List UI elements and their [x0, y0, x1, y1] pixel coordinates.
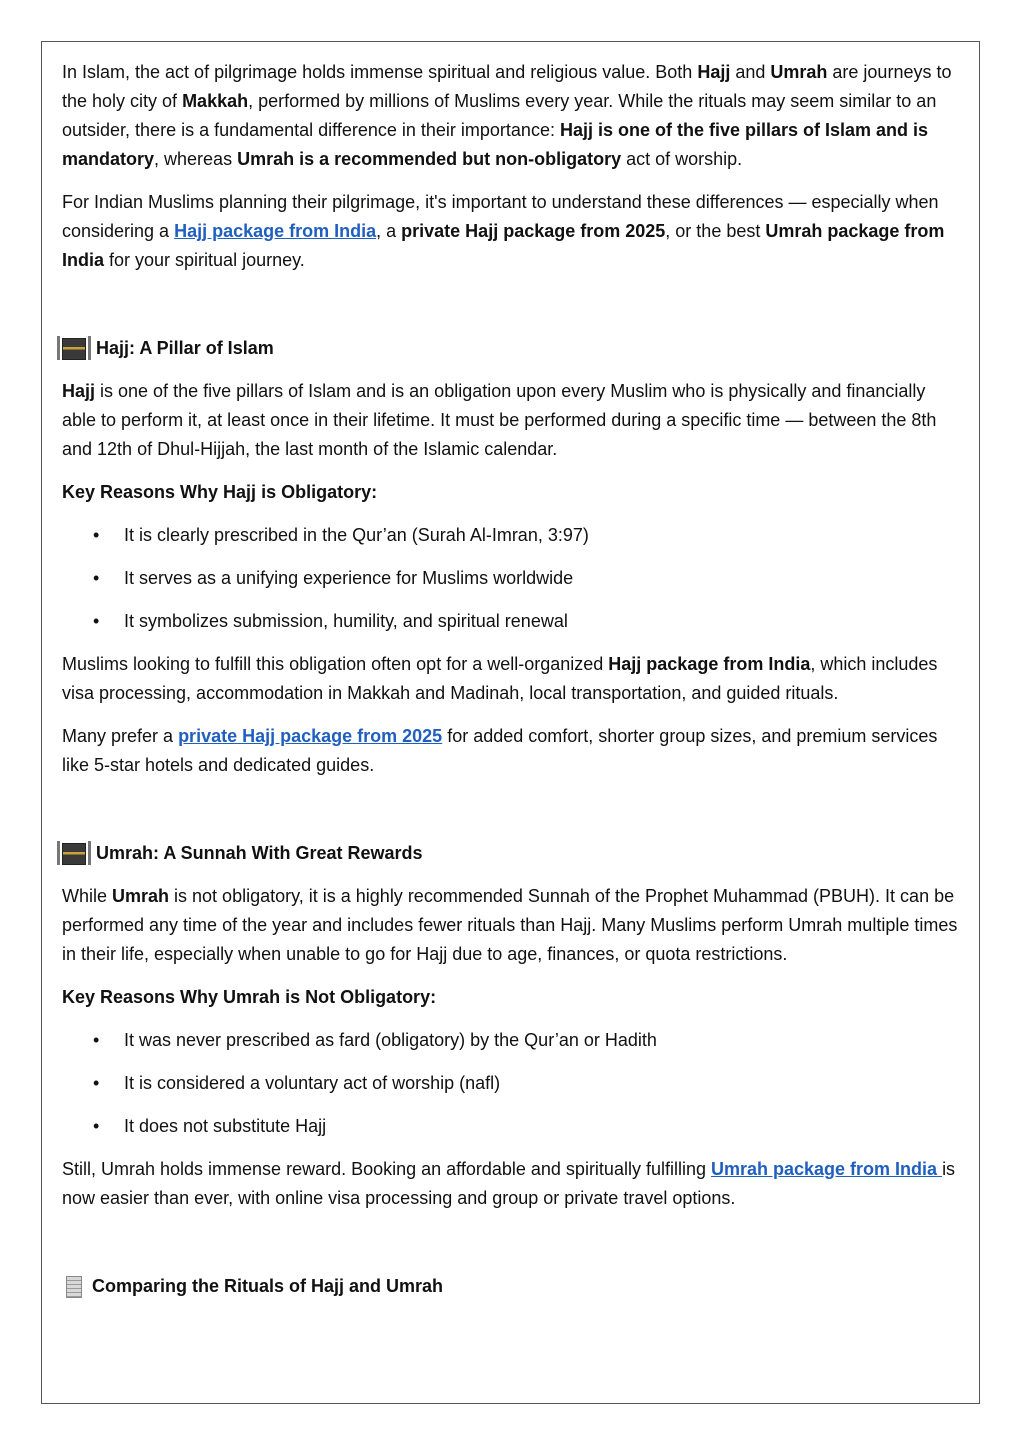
- text-run: , or the best: [665, 221, 766, 241]
- bold-text: Umrah: [770, 62, 828, 82]
- text-run: , which includes visa processing, accommodation in Makkah and Madinah, local transportation, and guided rituals.: [62, 654, 938, 703]
- scroll-icon: [66, 1276, 82, 1298]
- list-item: • It is considered a voluntary act of worship (nafl): [124, 1069, 962, 1098]
- intro-paragraph-1: [62, 58, 962, 174]
- hajj-heading: [62, 334, 962, 363]
- hajj-paragraph-2: [62, 650, 962, 708]
- text-run: and: [730, 62, 771, 82]
- compare-heading: [62, 1272, 962, 1301]
- text-run: is now easier than ever, with online visa processing and group or private travel options.: [62, 1159, 956, 1208]
- hajj-paragraph-1: [62, 377, 962, 464]
- list-item: • It is clearly prescribed in the Qur’an (Surah Al-Imran, 3:97): [124, 521, 962, 550]
- list-item: • It was never prescribed as fard (obligatory) by the Qur’an or Hadith: [124, 1026, 962, 1055]
- hajj-reasons-list: [62, 521, 962, 636]
- text-run: For Indian Muslims planning their pilgrimage, it's important to understand these differences — especially when considering a: [62, 192, 939, 241]
- intro-paragraph-2: [62, 188, 962, 275]
- text-run: act of worship.: [621, 149, 743, 169]
- spacer: [62, 1227, 962, 1272]
- kaaba-icon: [62, 338, 86, 360]
- text-run: is not obligatory, it is a highly recommended Sunnah of the Prophet Muhammad (PBUH). It can be performed any time of the year and includes fewer rituals than Hajj. Many Muslims perform Umrah multiple times in their life, especially when unable to go for Hajj due to age, finances, or quota restrictions.: [62, 886, 958, 964]
- umrah-reasons-list: [62, 1026, 962, 1141]
- link[interactable]: private Hajj package from 2025: [178, 726, 443, 746]
- text-run: Many prefer a: [62, 726, 179, 746]
- text-run: is one of the five pillars of Islam and is an obligation upon every Muslim who is physically and financially able to perform it, at least once in their lifetime. It must be performed during a specific time — between the 8th and 12th of Dhul-Hijjah, the last month of the Islamic calendar.: [62, 381, 937, 459]
- umrah-reasons-title: [62, 983, 962, 1012]
- text-run: , a: [376, 221, 402, 241]
- spacer: [62, 794, 962, 839]
- hajj-reasons-title: [62, 478, 962, 507]
- compare-heading-text: Comparing the Rituals of Hajj and Umrah: [92, 1276, 444, 1296]
- text-run: , whereas: [154, 149, 238, 169]
- bold-text: Hajj: [697, 62, 731, 82]
- list-item: • It does not substitute Hajj: [124, 1112, 962, 1141]
- text-run: In Islam, the act of pilgrimage holds immense spiritual and religious value. Both: [62, 62, 698, 82]
- bold-text: Umrah package from India: [62, 221, 945, 270]
- bold-text: Umrah: [112, 886, 170, 906]
- text-run: for your spiritual journey.: [104, 250, 305, 270]
- spacer: [62, 289, 962, 334]
- list-item: • It symbolizes submission, humility, and spiritual renewal: [124, 607, 962, 636]
- list-item: • It serves as a unifying experience for Muslims worldwide: [124, 564, 962, 593]
- text-run: are journeys to the holy city of: [62, 62, 952, 111]
- hajj-reasons-title-text: Key Reasons Why Hajj is Obligatory:: [62, 482, 378, 502]
- bold-text: private Hajj package from 2025: [401, 221, 666, 241]
- umrah-reasons-title-text: Key Reasons Why Umrah is Not Obligatory:: [62, 987, 437, 1007]
- umrah-heading: [62, 839, 962, 868]
- text-run: Muslims looking to fulfill this obligation often opt for a well-organized: [62, 654, 609, 674]
- text-run: for added comfort, shorter group sizes, and premium services like 5-star hotels and dedicated guides.: [62, 726, 938, 775]
- bold-text: Hajj: [62, 381, 96, 401]
- hajj-paragraph-3: [62, 722, 962, 780]
- text-run: Still, Umrah holds immense reward. Booking an affordable and spiritually fulfilling: [62, 1159, 711, 1179]
- umrah-paragraph-2: [62, 1155, 962, 1213]
- bold-text: Umrah is a recommended but non-obligatory: [237, 149, 622, 169]
- text-run: While: [62, 886, 113, 906]
- umrah-heading-text: Umrah: A Sunnah With Great Rewards: [96, 843, 423, 863]
- bold-text: Hajj package from India: [608, 654, 811, 674]
- bold-text: Makkah: [182, 91, 249, 111]
- link[interactable]: Umrah package from India: [710, 1159, 943, 1179]
- bold-text: Hajj is one of the five pillars of Islam and is mandatory: [62, 120, 929, 169]
- kaaba-icon: [62, 843, 86, 865]
- link[interactable]: Hajj package from India: [174, 221, 377, 241]
- hajj-heading-text: Hajj: A Pillar of Islam: [96, 338, 274, 358]
- text-run: , performed by millions of Muslims every year. While the rituals may seem similar to an outsider, there is a fundamental difference in their importance:: [62, 91, 937, 140]
- document-body: [62, 58, 962, 1315]
- umrah-paragraph-1: [62, 882, 962, 969]
